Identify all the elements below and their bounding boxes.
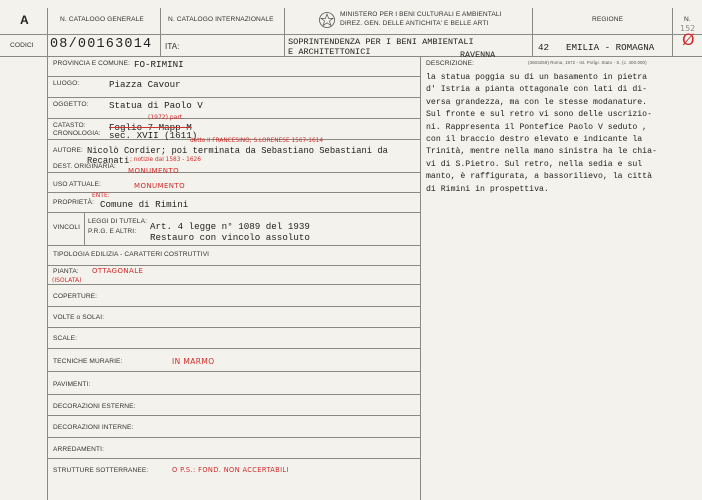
volte-label: VOLTE o SOLAI: bbox=[53, 314, 105, 321]
rule bbox=[47, 265, 420, 266]
proprieta-annotation: ENTE: bbox=[92, 192, 110, 199]
catasto-label: CATASTO: bbox=[53, 122, 86, 129]
rule bbox=[160, 8, 161, 56]
regione-label: REGIONE bbox=[592, 16, 624, 23]
uso-label: USO ATTUALE: bbox=[53, 181, 101, 188]
rule bbox=[47, 284, 420, 285]
catasto-value: Foglio 7 Mapp-M bbox=[109, 122, 192, 133]
rule bbox=[0, 34, 702, 35]
catalogo-internazionale-label: N. CATALOGO INTERNAZIONALE bbox=[168, 16, 274, 23]
coperture-label: COPERTURE: bbox=[53, 293, 98, 300]
uso-value: MONUMENTO bbox=[134, 182, 185, 190]
description-line: d' Istria a pianta ottagonale con lati di di- bbox=[426, 85, 648, 95]
dest-value: MONUMENTO bbox=[128, 167, 179, 175]
rule bbox=[47, 371, 420, 372]
provincia-label: PROVINCIA E COMUNE: bbox=[53, 60, 131, 67]
print-note: (3603259) Roma, 1972 - Ist. Polígr. Stato - S. (c. 400.000) bbox=[528, 60, 647, 65]
provincia-value: FO-RIMINI bbox=[134, 59, 184, 70]
oggetto-value: Statua di Paolo V bbox=[109, 100, 203, 111]
rule bbox=[47, 327, 420, 328]
scale-label: SCALE: bbox=[53, 335, 78, 342]
autore-line2: Recanati bbox=[87, 156, 130, 166]
codici-label: CODICI bbox=[10, 42, 34, 49]
tecniche-value: IN MARMO bbox=[172, 357, 215, 366]
rule bbox=[420, 56, 421, 500]
ravenna: RAVENNA bbox=[460, 50, 496, 60]
ministry-line1: MINISTERO PER I BENI CULTURALI E AMBIENTALI bbox=[340, 11, 502, 18]
cronologia-value: sec. XVII (1611) bbox=[109, 130, 198, 141]
decorazioni-interne-label: DECORAZIONI INTERNE: bbox=[53, 424, 134, 431]
rule bbox=[47, 415, 420, 416]
dest-label: DEST. ORIGINARIA: bbox=[53, 163, 116, 170]
luogo-label: LUOGO: bbox=[53, 80, 80, 87]
autore-label: AUTORE: bbox=[53, 147, 83, 154]
description-line: versa grandezza, ma con le stesse modanature. bbox=[426, 97, 648, 107]
description-line: ni. Rappresenta il Pontefice Paolo V seduto , bbox=[426, 122, 648, 132]
ministry-line2: DIREZ. GEN. DELLE ANTICHITA' E BELLE ARTI bbox=[340, 20, 489, 27]
rule bbox=[284, 8, 285, 56]
arredamenti-label: ARREDAMENTI: bbox=[53, 446, 105, 453]
luogo-value: Piazza Cavour bbox=[109, 79, 181, 90]
rule bbox=[47, 437, 420, 438]
vincoli-line1: Art. 4 legge n° 1089 del 1939 bbox=[150, 221, 310, 232]
autore-annotation: detto il FRANCESINO; S.LORENESE 1567-1614 bbox=[190, 138, 324, 144]
autore-annotation-2: ; notizie dal 1583 - 1626 bbox=[130, 157, 201, 163]
soprintendenza-line1: SOPRINTENDENZA PER I BENI AMBIENTALI bbox=[288, 37, 474, 47]
rule bbox=[47, 212, 420, 213]
rule bbox=[47, 76, 420, 77]
catasto-annotation: (1972) part. bbox=[148, 114, 185, 121]
decorazioni-esterne-label: DECORAZIONI ESTERNE: bbox=[53, 403, 136, 410]
pianta-value: OTTAGONALE bbox=[92, 267, 144, 275]
catalog-number: 08/00163014 bbox=[50, 37, 153, 52]
rule bbox=[47, 118, 420, 119]
oggetto-label: OGGETTO: bbox=[53, 101, 89, 108]
description-text bbox=[426, 72, 698, 196]
autore-line1: Nicolò Cordier; poi terminata da Sebastiano Sebastiani da bbox=[87, 146, 388, 156]
n-stamp: 152 bbox=[680, 24, 696, 33]
description-line: la statua poggia su di un basamento in pietra bbox=[426, 73, 648, 82]
tipologia-label: TIPOLOGIA EDILIZIA - CARATTERI COSTRUTTIVI bbox=[53, 251, 210, 258]
prg-label: P.R.G. E ALTRI: bbox=[88, 228, 137, 235]
soprintendenza-line2: E ARCHITETTONICI bbox=[288, 47, 371, 57]
description-label: DESCRIZIONE: bbox=[426, 60, 475, 67]
n-label: N. bbox=[684, 16, 691, 23]
rule bbox=[47, 172, 420, 173]
region-code: 42 bbox=[538, 42, 550, 53]
description-line: manto, è raffigurata, a bassorilievo, la città bbox=[426, 172, 653, 182]
rule bbox=[47, 56, 48, 500]
pavimenti-label: PAVIMENTI: bbox=[53, 381, 91, 388]
description-line: di Rimini in prospettiva. bbox=[426, 184, 549, 194]
section-letter: A bbox=[20, 13, 30, 27]
vincoli-label: VINCOLI bbox=[53, 224, 81, 231]
rule bbox=[532, 8, 533, 56]
rule bbox=[47, 97, 420, 98]
description-line: vi di S.Pietro. Sul retro, nella sedia e sul bbox=[426, 159, 643, 169]
n-value: Ø bbox=[682, 30, 695, 49]
rule bbox=[47, 306, 420, 307]
vincoli-line2: Restauro con vincolo assoluto bbox=[150, 232, 310, 243]
rule bbox=[84, 212, 85, 245]
region-name: EMILIA - ROMAGNA bbox=[566, 42, 655, 53]
proprieta-value: Comune di Rimini bbox=[100, 199, 189, 210]
pianta-label: PIANTA: bbox=[53, 268, 79, 275]
rule bbox=[47, 394, 420, 395]
strutture-label: STRUTTURE SOTTERRANEE: bbox=[53, 467, 149, 474]
ita-label: ITA: bbox=[165, 42, 180, 51]
rule bbox=[47, 348, 420, 349]
republic-emblem-icon bbox=[318, 11, 336, 29]
proprieta-label: PROPRIETÀ: bbox=[53, 199, 94, 206]
description-line: con il braccio destro elevato e indicante la bbox=[426, 135, 643, 145]
tecniche-label: TECNICHE MURARIE: bbox=[53, 358, 123, 365]
description-line: Trinità, mentre nella mano sinistra ha le chia- bbox=[426, 147, 657, 157]
pianta-annotation: (ISOLATA) bbox=[52, 277, 82, 284]
catalogo-generale-label: N. CATALOGO GENERALE bbox=[60, 16, 144, 23]
rule bbox=[47, 245, 420, 246]
cronologia-label: CRONOLOGIA: bbox=[53, 130, 101, 137]
rule bbox=[47, 458, 420, 459]
leggi-label: LEGGI DI TUTELA: bbox=[88, 218, 148, 225]
rule bbox=[672, 8, 673, 56]
rule bbox=[47, 8, 48, 56]
strutture-value: O P.S.: FOND. NON ACCERTABILI bbox=[172, 466, 289, 474]
description-line: Sul fronte e sul retro vi sono delle uscrizio- bbox=[426, 110, 653, 120]
